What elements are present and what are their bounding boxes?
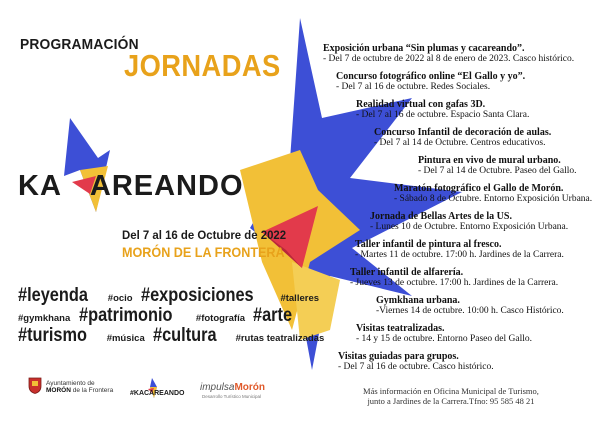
impulsa-subtitle: Desarrollo Turístico Municipal: [202, 394, 262, 399]
event-title: Taller infantil de alfarería.: [350, 267, 464, 278]
event-item: [418, 156, 577, 176]
more-info: [346, 386, 556, 406]
ayto-line: Ayuntamiento de: [46, 380, 95, 387]
event-item: [338, 352, 494, 372]
event-item: [350, 268, 558, 288]
event-item: [394, 184, 592, 204]
event-detail: - Del 7 al 16 de octubre. Espacio Santa Clara.: [356, 109, 530, 120]
event-dates: Del 7 al 16 de Octubre de 2022: [122, 228, 287, 242]
event-detail: - Del 7 al 14 de Octubre. Centros educativos.: [374, 137, 546, 148]
jornadas-heading: JORNADAS: [124, 48, 281, 83]
event-title: Maratón fotográfico el Gallo de Morón.: [394, 183, 564, 194]
info-line: Más información en Oficina Municipal de Turismo,: [363, 386, 539, 396]
info-line: junto a Jardines de la Carrera.Tfno: 95 585 48 21: [367, 396, 535, 407]
programacion-heading: PROGRAMACIÓN: [20, 36, 139, 53]
event-item: [376, 296, 564, 316]
event-title: Gymkhana urbana.: [376, 295, 460, 306]
hashtag: #turismo: [18, 325, 88, 346]
event-title: Jornada de Bellas Artes de la US.: [370, 211, 512, 222]
event-item: [374, 128, 551, 148]
event-detail: - Del 7 al 16 de octubre. Redes Sociales.: [336, 81, 491, 92]
logo-left-text: KA: [18, 170, 62, 202]
event-item: [323, 44, 574, 64]
hashtag-row: [18, 326, 328, 345]
hashtag: #exposiciones: [141, 285, 254, 306]
event-title: Taller infantil de pintura al fresco.: [355, 239, 502, 250]
event-title: Visitas teatralizadas.: [356, 323, 445, 334]
event-title: Visitas guiadas para grupos.: [338, 351, 459, 362]
town-shield-icon: [28, 377, 42, 394]
event-detail: - Del 7 al 16 de octubre. Casco histórico.: [338, 361, 494, 372]
event-item: [336, 72, 525, 92]
hashtag: #música: [106, 333, 145, 344]
event-detail: - Sábado 8 de Octubre. Entorno Exposición Urbana.: [394, 193, 593, 204]
hashtag-row: [18, 306, 303, 325]
ayuntamiento-logo: [46, 380, 113, 395]
hashtag-row: [18, 286, 323, 305]
event-detail: - Del 7 de octubre de 2022 al 8 de enero de 2023. Casco histórico.: [323, 53, 575, 64]
event-item: [356, 324, 532, 344]
event-title: Concurso fotográfico online “El Gallo y yo”.: [336, 71, 526, 82]
event-title: Concurso Infantil de decoración de aulas.: [374, 127, 552, 138]
hashtag: #rutas teatralizadas: [235, 333, 325, 344]
event-title: Realidad virtual con gafas 3D.: [356, 99, 486, 110]
hashtag: #patrimonio: [78, 305, 173, 326]
town-name: MORÓN DE LA FRONTERA: [122, 244, 285, 260]
hashtag: #leyenda: [18, 285, 88, 306]
event-detail: - Jueves 13 de octubre. 17:00 h. Jardines de la Carrera.: [350, 277, 559, 288]
hashtag: #fotografía: [195, 313, 246, 324]
hashtag: #talleres: [280, 293, 320, 304]
hashtag: #ocio: [107, 293, 133, 304]
event-item: [370, 212, 568, 232]
impulsa-moron-logo: impulsaMorón: [200, 382, 266, 393]
kacareando-logo: [18, 170, 244, 203]
event-detail: -Viernes 14 de octubre. 10:00 h. Casco Histórico.: [376, 305, 564, 316]
hashtag: #arte: [253, 305, 293, 326]
event-item: [355, 240, 564, 260]
event-title: Pintura en vivo de mural urbano.: [418, 155, 561, 166]
event-detail: - Del 7 al 14 de Octubre. Paseo del Gallo.: [418, 165, 577, 176]
hashtag: #gymkhana: [18, 313, 71, 324]
hashtag: #cultura: [153, 325, 217, 346]
ayto-line: MORÓN de la Frontera: [46, 387, 114, 395]
event-detail: - Martes 11 de octubre. 17:00 h. Jardines de la Carrera.: [355, 249, 564, 260]
logo-right-text: AREANDO: [89, 170, 244, 202]
event-detail: - 14 y 15 de octubre. Entorno Paseo del Gallo.: [356, 333, 532, 344]
kacareando-hashtag-logo: #KACAREANDO: [130, 390, 185, 397]
event-detail: - Lunes 10 de Octubre. Entorno Exposición Urbana.: [370, 221, 569, 232]
event-title: Exposición urbana “Sin plumas y cacareando”.: [323, 43, 525, 54]
event-item: [356, 100, 529, 120]
